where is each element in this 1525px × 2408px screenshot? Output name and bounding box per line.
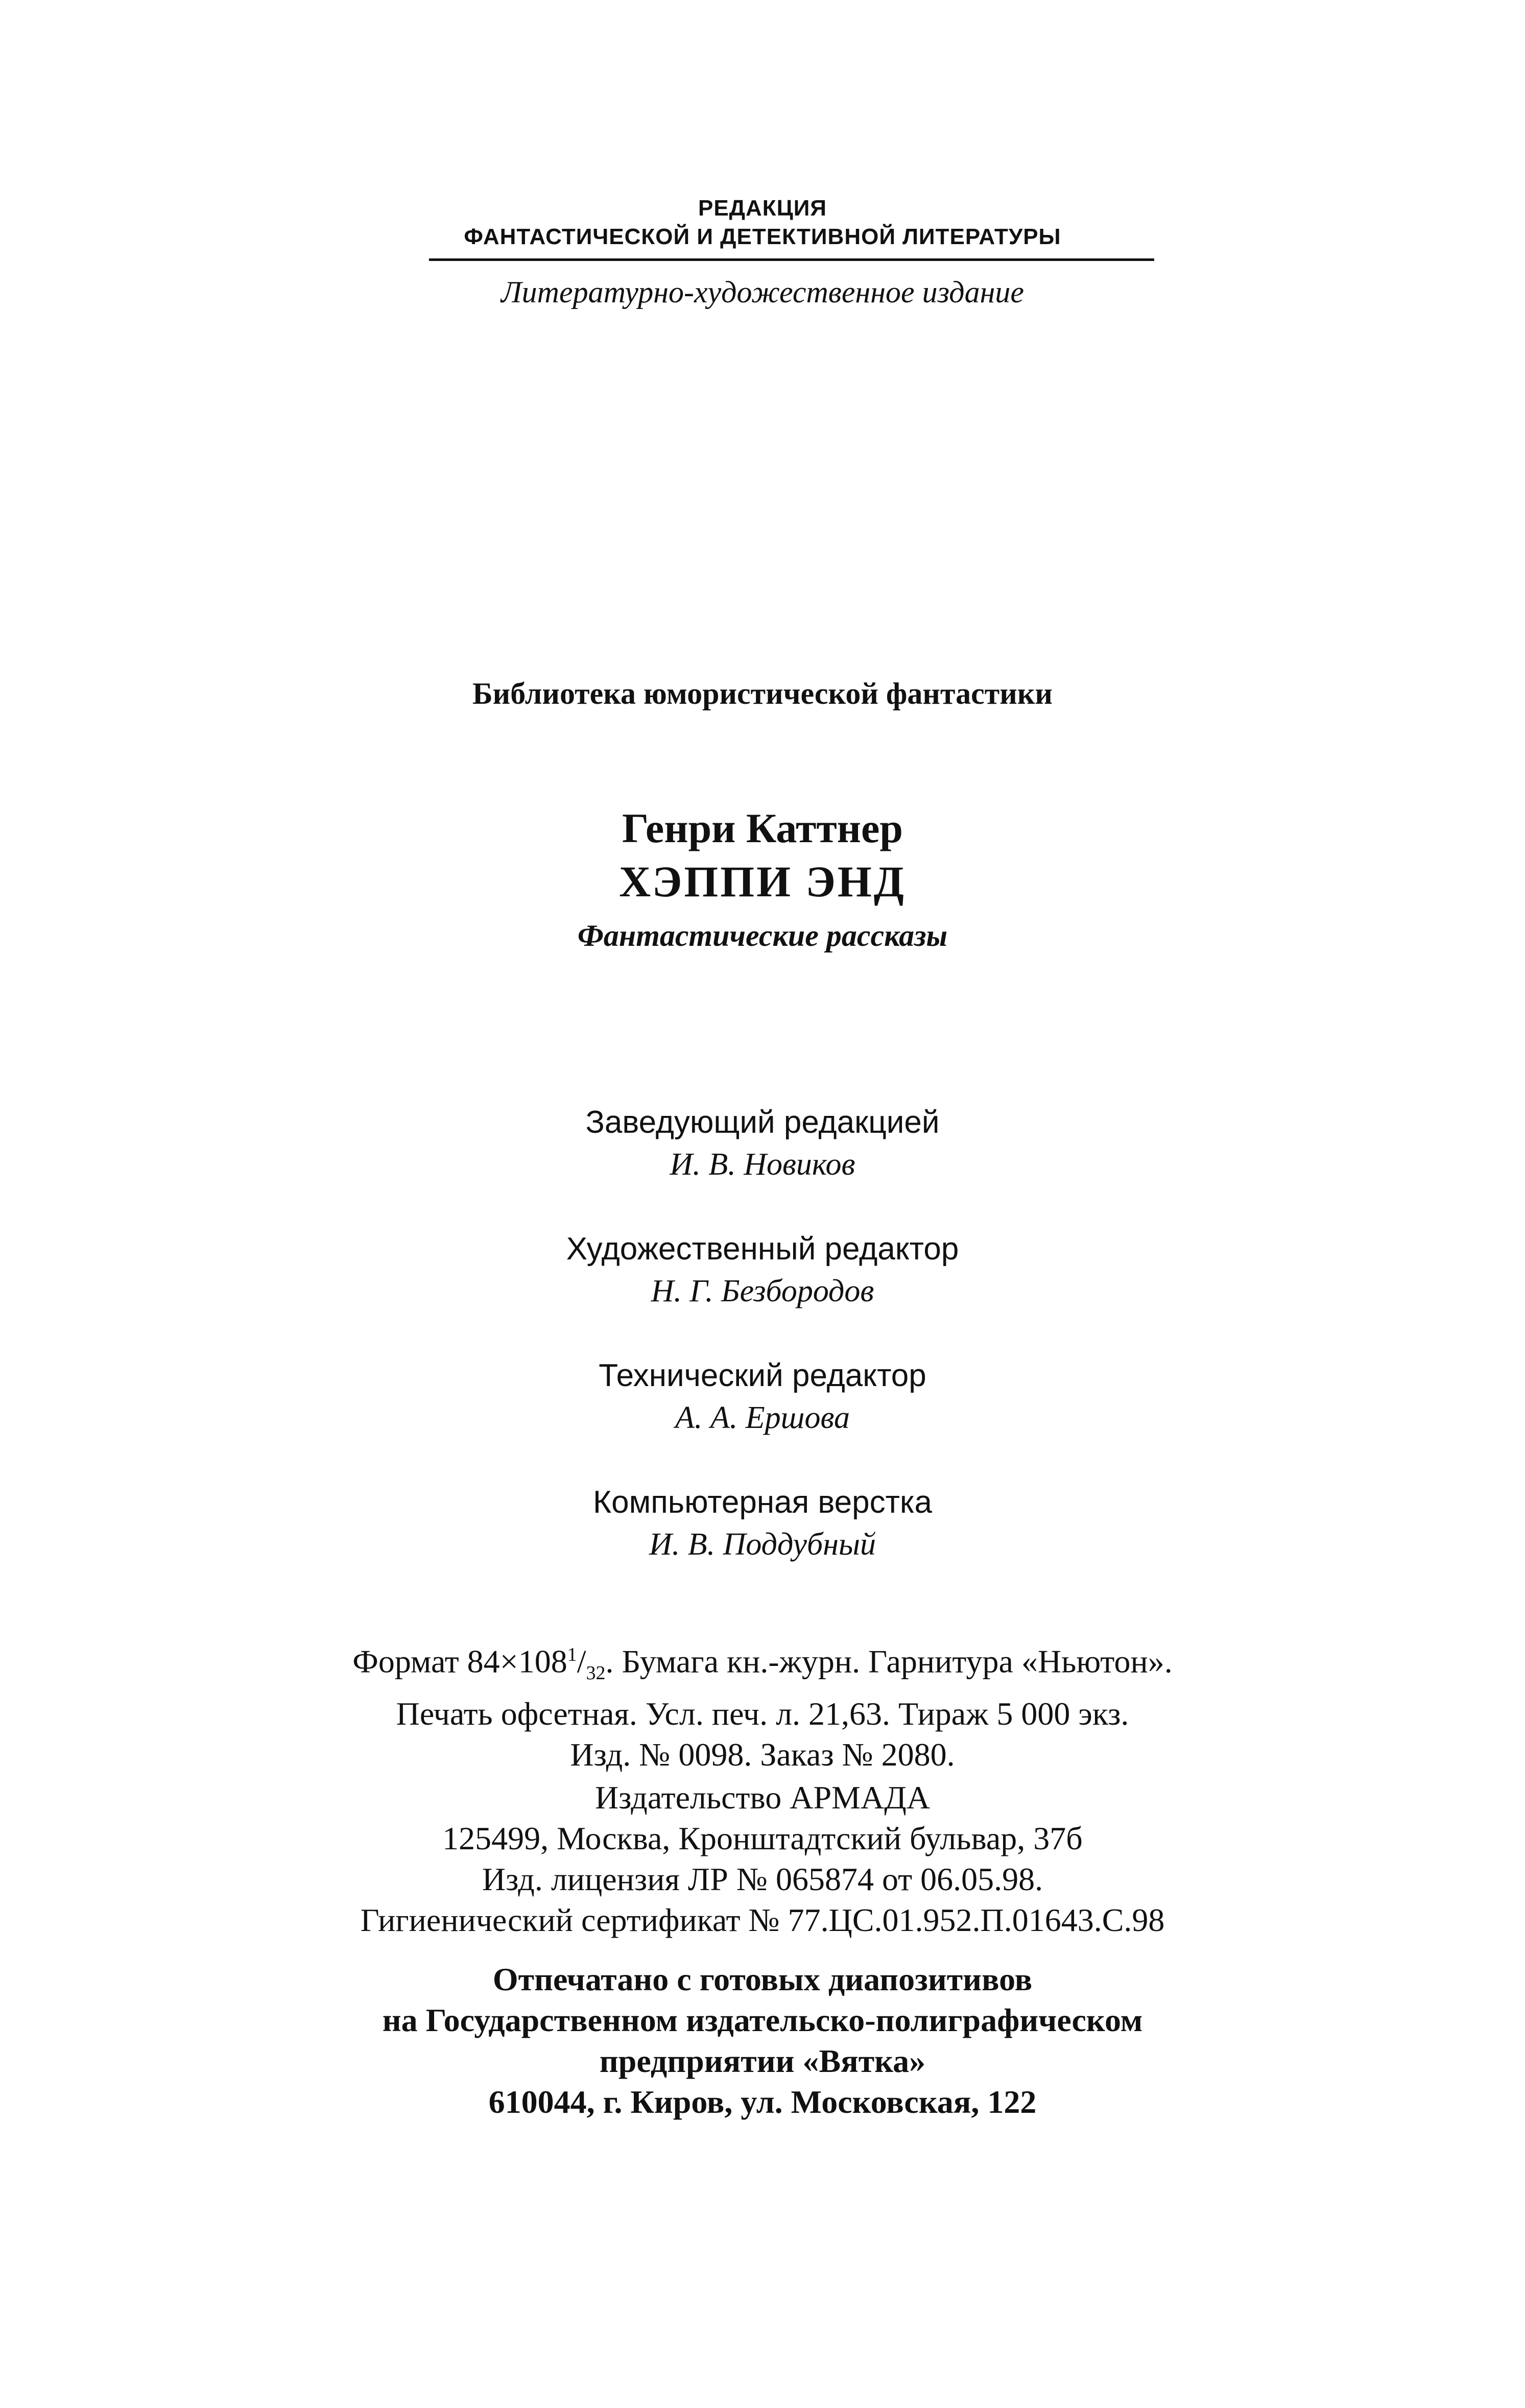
staff-name: И. В. Поддубный — [649, 1527, 876, 1562]
series-block — [0, 675, 1525, 712]
format-line-2: Печать офсетная. Усл. печ. л. 21,63. Тираж 5 000 экз. — [396, 1696, 1129, 1732]
book-author: Генри Каттнер — [622, 805, 903, 851]
staff-role: Компьютерная верстка — [593, 1485, 932, 1520]
printing-line-4: 610044, г. Киров, ул. Московская, 122 — [488, 2084, 1037, 2120]
staff-entry-1 — [0, 1103, 1525, 1184]
series-title: Библиотека юмористической фантастики — [472, 677, 1053, 710]
publisher-line-1: РЕДАКЦИЯ — [698, 196, 827, 221]
publisher-line-2: ФАНТАСТИЧЕСКОЙ И ДЕТЕКТИВНОЙ ЛИТЕРАТУРЫ — [464, 224, 1061, 249]
printing-block — [0, 1959, 1525, 2123]
printing-line-1: Отпечатано с готовых диапозитивов — [492, 1961, 1033, 1997]
publisher-address: 125499, Москва, Кронштадтский бульвар, 37б — [442, 1820, 1083, 1856]
staff-name: Н. Г. Безбородов — [651, 1274, 874, 1308]
staff-role: Художественный редактор — [566, 1231, 959, 1267]
format-line-1: Формат $84\times 108^1/_{32}$. Бумага кн.-журн. Гарнитура «Ньютон». — [352, 1643, 1173, 1684]
publisher-block — [0, 1777, 1525, 1941]
format-prefix: Формат 84×108 — [352, 1643, 567, 1680]
printing-line-3: предприятии «Вятка» — [599, 2043, 926, 2079]
staff-entry-2 — [0, 1230, 1525, 1310]
staff-role: Заведующий редакцией — [585, 1105, 940, 1140]
staff-entry-4 — [0, 1483, 1525, 1564]
book-genre: Фантастические рассказы — [577, 919, 948, 952]
format-suffix: . Бумага кн.-журн. Гарнитура «Ньютон». — [605, 1643, 1173, 1680]
edition-type-block — [0, 274, 1525, 311]
printing-line-2: на Государственном издательско-полиграфическом — [382, 2002, 1143, 2038]
publisher-header — [0, 194, 1525, 251]
format-fraction-numerator: 1 — [567, 1644, 577, 1665]
publisher-license: Изд. лицензия ЛР № 065874 от 06.05.98. — [482, 1861, 1043, 1897]
book-title: ХЭППИ ЭНД — [619, 857, 906, 906]
staff-name: А. А. Ершова — [675, 1400, 850, 1435]
staff-role: Технический редактор — [599, 1358, 926, 1393]
format-block — [0, 1634, 1525, 1775]
publisher-certificate: Гигиенический сертификат № 77.ЦС.01.952.П.01643.С.98 — [360, 1902, 1165, 1938]
format-line-3: Изд. № 0098. Заказ № 2080. — [570, 1736, 955, 1773]
header-divider — [429, 258, 1154, 261]
staff-name: И. В. Новиков — [670, 1147, 855, 1182]
publisher-name: Издательство АРМАДА — [594, 1779, 931, 1816]
staff-entry-3 — [0, 1356, 1525, 1437]
book-block — [0, 804, 1525, 954]
edition-type: Литературно-художественное издание — [501, 275, 1024, 309]
format-fraction-denominator: 32 — [586, 1662, 606, 1684]
